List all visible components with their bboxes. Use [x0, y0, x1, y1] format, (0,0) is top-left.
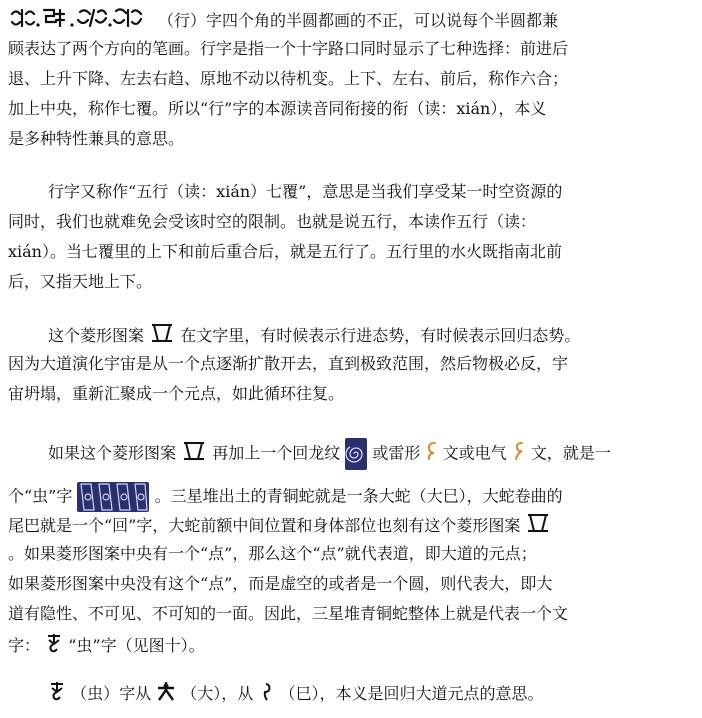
paragraph-4-line-6: 道有隐性、不可见、不可知的一面。因此，三星堆青铜蛇整体上就是代表一个文 [8, 604, 569, 623]
paragraph-2-line-2: 同时，我们也就难免会受该时空的限制。也就是说五行，本读作五行（读： [8, 212, 537, 231]
paragraph-4-text-e: 文，就是一 [530, 443, 611, 463]
paragraph-4-text-a: 如果这个菱形图案 [48, 443, 177, 463]
paragraph-4-text-h: 尾巴就是一个“回”字，大蛇前额中间位置和身体部位也刻有这个菱形图案 [8, 516, 521, 535]
paragraph-1-line-5: 是多种特性兼具的意思。 [8, 129, 185, 148]
paragraph-4-text-g: 。三星堆出土的青铜蛇就是一条大蛇（大巳），大蛇卷曲的 [154, 486, 563, 506]
paragraph-4-text-c: 或雷形 [372, 443, 421, 463]
thunder-pattern-icon [426, 440, 438, 469]
paragraph-3-line-2: 因为大道演化宇宙是从一个点逐渐扩散开去，直到极致范围，然后物极必反，宇 [8, 354, 569, 373]
rhombus-pattern-icon [181, 440, 207, 469]
da-ancient-glyph-icon [156, 680, 176, 709]
snake-pattern-image [77, 482, 149, 512]
paragraph-4-line-1 [48, 438, 611, 470]
paragraph-3-text-b: 在文字里，有时候表示行进态势，有时候表示回归态势。 [180, 326, 581, 345]
paragraph-2-line-3: xián）。当七覆里的上下和前后重合后，就是五行了。五行里的水火既指南北前 [8, 242, 562, 261]
chong-ancient-glyph-icon [45, 632, 63, 661]
paragraph-4-line-5: 如果菱形图案中央没有这个“点”，而是虚空的或者是一个圆，则代表大，即大 [8, 574, 553, 593]
paragraph-4-text-i: 字： [8, 636, 41, 655]
paragraph-4-line-2 [8, 482, 563, 512]
paragraph-4-text-b: 再加上一个回龙纹 [212, 443, 341, 463]
paragraph-3-line-3: 宙坍塌，重新汇聚成一个元点，如此循环往复。 [8, 384, 345, 403]
paragraph-2-line-1: 行字又称作“五行（读：xián）七覆”，意思是当我们享受某一时空资源的 [48, 182, 563, 201]
paragraph-5-text-b: （大），从 [181, 684, 254, 703]
huilong-spiral-icon [345, 438, 367, 470]
paragraph-4-line-3 [8, 512, 551, 541]
paragraph-5-text-a: （虫）字从 [71, 684, 152, 703]
paragraph-5-line-1 [48, 680, 544, 709]
paragraph-3-text-a: 这个菱形图案 [48, 326, 145, 345]
electric-pattern-icon [512, 440, 526, 469]
paragraph-4-text-f: 个“虫”字 [8, 486, 73, 506]
paragraph-1-text-1: （行）字四个角的半圆都画的不正，可以说每个半圆都兼 [158, 11, 559, 30]
chong-ancient-glyph-icon [48, 680, 66, 709]
paragraph-1-line-1 [8, 6, 558, 37]
paragraph-2-line-4: 后，又指天地上下。 [8, 272, 153, 291]
si-ancient-glyph-icon [258, 680, 274, 709]
paragraph-1-line-4: 加上中央，称作七覆。所以“行”字的本源读音同衔接的衔（读：xián），本义 [8, 99, 547, 118]
rhombus-pattern-icon [149, 322, 175, 351]
paragraph-5-text-c: （巳），本义是回归大道元点的意思。 [279, 684, 544, 703]
rhombus-pattern-icon [525, 512, 551, 541]
paragraph-1-line-3: 退、上升下降、左去右趋、原地不动以待机变。上下、左右、前后，称作六合； [8, 69, 569, 88]
paragraph-4-line-7 [8, 632, 205, 661]
paragraph-4-text-j: “虫”字（见图十）。 [68, 636, 205, 655]
paragraph-1-line-2: 顾表达了两个方向的笔画。行字是指一个十字路口同时显示了七种选择：前进后 [8, 39, 569, 58]
paragraph-3-line-1 [48, 322, 580, 351]
xing-ancient-glyphs-image [8, 6, 158, 37]
paragraph-4-text-d: 文或电气 [442, 443, 507, 463]
paragraph-4-line-4: 。如果菱形图案中央有一个“点”，那么这个“点”就代表道，即大道的元点； [8, 544, 537, 563]
